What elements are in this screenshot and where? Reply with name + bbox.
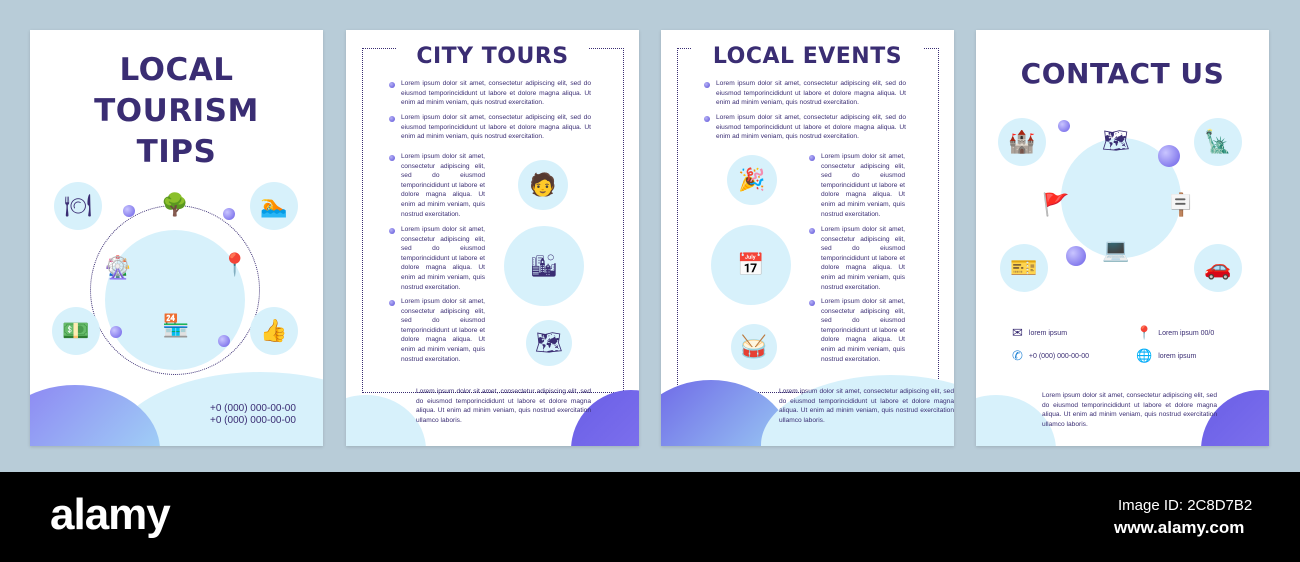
decor-dot xyxy=(123,205,135,217)
bullet-text: Lorem ipsum dolor sit amet, consectetur adipiscing elit, sed do eiusmod temporincididunt ut labore et dolore magna aliqua. Ut enim ad minim veniam, quis nostrud exercitation. xyxy=(401,153,485,218)
bullet xyxy=(809,155,815,161)
decor-dot xyxy=(223,208,235,220)
footer-text: Lorem ipsum dolor sit amet, consectetur adipiscing elit, sed do eiusmod temporincididunt ut labore et dolore magna aliqua. Ut enim ad minim veniam, quis nostrud exercitation ullamco laboris. xyxy=(416,388,591,424)
globe-icon: 🌐 xyxy=(1136,348,1153,363)
decor-dot xyxy=(218,335,230,347)
bullet-text: Lorem ipsum dolor sit amet, consectetur adipiscing elit, sed do eiusmod temporincididunt ut labore et dolore magna aliqua. Ut enim ad minim veniam, quis nostrud exercitation. xyxy=(401,298,485,363)
decor-dot xyxy=(110,326,122,338)
location-pin-icon: 📍 xyxy=(1136,325,1153,340)
city-map-icon: 🗺 xyxy=(526,320,572,366)
brochure-page-local-events xyxy=(661,30,954,446)
bullet-text: Lorem ipsum dolor sit amet, consectetur adipiscing elit, sed do eiusmod temporincididunt ut labore et dolore magna aliqua. Ut enim ad minim veniam, quis nostrud exercitation. xyxy=(401,80,591,107)
statue-icon: 🗽 xyxy=(1194,118,1242,166)
ticket-icon: 🎫 xyxy=(1000,244,1048,292)
page-title: LOCAL EVENTS xyxy=(691,44,924,69)
bullet-text: Lorem ipsum dolor sit amet, consectetur adipiscing elit, sed do eiusmod temporincididunt ut labore et dolore magna aliqua. Ut enim ad minim veniam, quis nostrud exercitation. xyxy=(716,80,906,107)
bullet xyxy=(389,155,395,161)
travel-agent-icon: 💻 xyxy=(1102,237,1130,262)
party-garland-icon: 🎉 xyxy=(727,155,777,205)
bullet xyxy=(389,116,395,122)
decor-dot xyxy=(1158,145,1180,167)
title-line: TIPS xyxy=(136,134,217,170)
decor-wave xyxy=(346,395,426,446)
bullet xyxy=(389,228,395,234)
decor-dot xyxy=(1058,120,1070,132)
contact-address[interactable] xyxy=(1136,325,1214,341)
phone-text: +0 (000) 000-00-00 xyxy=(1028,352,1090,360)
watermark-url: www.alamy.com xyxy=(1114,518,1245,537)
bullet xyxy=(809,300,815,306)
contact-web[interactable] xyxy=(1136,348,1196,364)
decor-dot xyxy=(1066,246,1086,266)
brochure-page-city-tours xyxy=(346,30,639,446)
map-icon: 🗺 xyxy=(1102,128,1130,153)
bullet-text: Lorem ipsum dolor sit amet, consectetur adipiscing elit, sed do eiusmod temporincididunt ut labore et dolore magna aliqua. Ut enim ad minim veniam, quis nostrud exercitation. xyxy=(401,114,591,141)
city-buildings-icon: 🏙 xyxy=(504,226,584,306)
restaurant-location-icon: 🍽 xyxy=(54,182,102,230)
bullet xyxy=(809,228,815,234)
direction-sign-icon: 🪧 xyxy=(1167,192,1195,217)
phone-number: +0 (000) 000-00-00 xyxy=(210,403,296,414)
contact-email[interactable] xyxy=(1012,325,1067,341)
bullet xyxy=(389,300,395,306)
drum-kit-icon: 🥁 xyxy=(731,324,777,370)
bullet xyxy=(704,82,710,88)
bullet-text: Lorem ipsum dolor sit amet, consectetur adipiscing elit, sed do eiusmod temporincididunt ut labore et dolore magna aliqua. Ut enim ad minim veniam, quis nostrud exercitation. xyxy=(821,226,905,291)
page-title: CITY TOURS xyxy=(396,44,589,69)
title-line: TOURISM xyxy=(94,93,259,129)
ferris-wheel-icon: 🎡 xyxy=(104,255,132,280)
image-id: Image ID: 2C8D7B2 xyxy=(1118,497,1253,514)
bullet-text: Lorem ipsum dolor sit amet, consectetur adipiscing elit, sed do eiusmod temporincididunt ut labore et dolore magna aliqua. Ut enim ad minim veniam, quis nostrud exercitation. xyxy=(716,114,906,141)
car-rental-icon: 🚗 xyxy=(1194,244,1242,292)
contact-phone[interactable] xyxy=(1012,348,1089,364)
bullet xyxy=(389,82,395,88)
person-flag-icon: 🚩 xyxy=(1042,192,1070,217)
park-bench-icon: 🌳 xyxy=(161,192,189,217)
location-flag-icon: 📍 xyxy=(221,252,249,277)
money-icon: 💵 xyxy=(52,307,100,355)
brochure-page-cover xyxy=(30,30,323,446)
footer-text: Lorem ipsum dolor sit amet, consectetur adipiscing elit, sed do eiusmod temporincididunt ut labore et dolore magna aliqua. Ut enim ad minim veniam, quis nostrud exercitation ullamco laboris. xyxy=(779,388,954,424)
bullet-text: Lorem ipsum dolor sit amet, consectetur adipiscing elit, sed do eiusmod temporincididunt ut labore et dolore magna aliqua. Ut enim ad minim veniam, quis nostrud exercitation. xyxy=(821,153,905,218)
page-title: CONTACT US xyxy=(1020,57,1225,90)
bullet-text: Lorem ipsum dolor sit amet, consectetur adipiscing elit, sed do eiusmod temporincididunt ut labore et dolore magna aliqua. Ut enim ad minim veniam, quis nostrud exercitation. xyxy=(821,298,905,363)
decor-wave xyxy=(30,385,160,446)
swimming-pool-icon: 🏊 xyxy=(250,182,298,230)
bullet xyxy=(704,116,710,122)
cover-title xyxy=(30,50,323,173)
footer-text: Lorem ipsum dolor sit amet, consectetur adipiscing elit, sed do eiusmod temporincididunt ut labore et dolore magna aliqua. Ut enim ad minim veniam, quis nostrud exercitation ullamco laboris. xyxy=(1042,392,1217,428)
phone-number: +0 (000) 000-00-00 xyxy=(210,415,296,426)
email-text: lorem ipsum xyxy=(1028,329,1068,337)
castle-icon: 🏰 xyxy=(998,118,1046,166)
tour-guide-icon: 🧑 xyxy=(518,160,568,210)
thumbs-up-icon: 👍 xyxy=(250,307,298,355)
address-text: Lorem ipsum 00/0 xyxy=(1158,329,1215,337)
envelope-icon: ✉ xyxy=(1012,325,1023,340)
title-line: LOCAL xyxy=(119,52,234,88)
bullet-text: Lorem ipsum dolor sit amet, consectetur adipiscing elit, sed do eiusmod temporincididunt ut labore et dolore magna aliqua. Ut enim ad minim veniam, quis nostrud exercitation. xyxy=(401,226,485,291)
cafe-icon: 🏪 xyxy=(162,313,190,338)
watermark-bar xyxy=(0,472,1300,562)
brochure-page-contact-us xyxy=(976,30,1269,446)
phone-icon: ✆ xyxy=(1012,348,1023,363)
event-calendar-icon: 📅 xyxy=(711,225,791,305)
web-text: lorem ipsum xyxy=(1158,352,1197,360)
alamy-logo: alamy xyxy=(50,490,170,539)
